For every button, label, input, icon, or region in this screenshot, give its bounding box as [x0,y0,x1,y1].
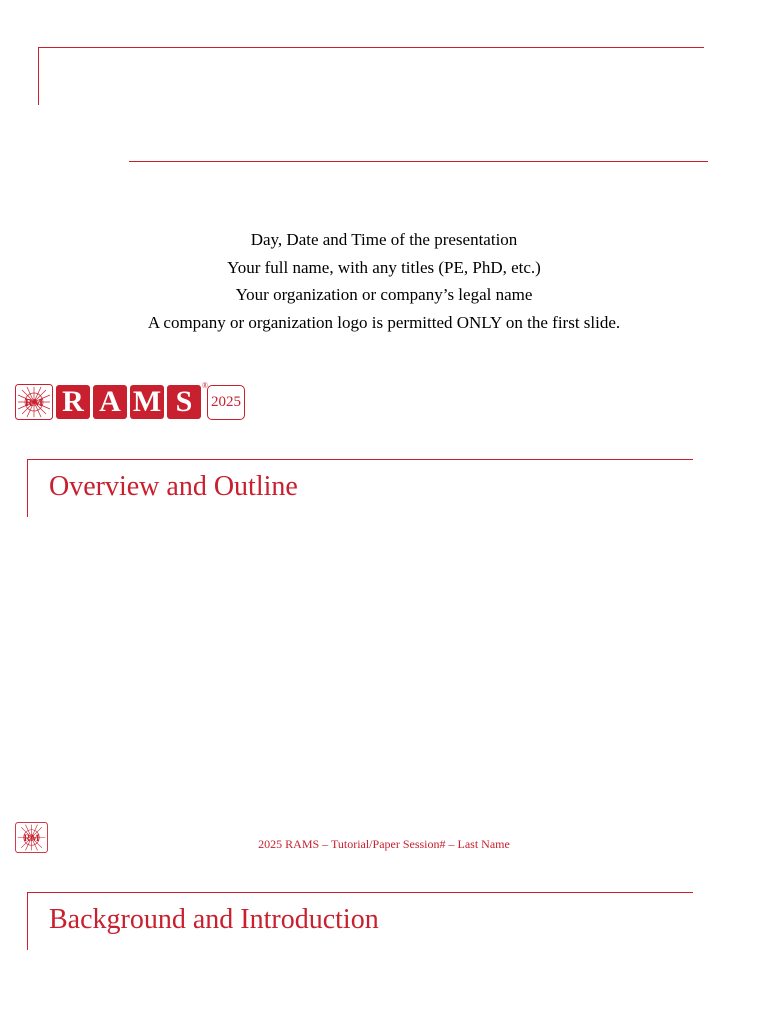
logo-letter-m: M [130,385,164,419]
footer-emblem-text: RM [23,833,40,844]
info-line-organization: Your organization or company’s legal name [235,285,533,304]
logo-letter-r: R [56,385,90,419]
info-line-name: Your full name, with any titles (PE, PhD, etc.) [227,257,541,277]
logo-year: 2025 [207,385,245,420]
title-frame-left-line [38,47,39,105]
slide3-title: Background and Introduction [49,904,379,935]
info-line-logo-note: A company or organization logo is permitted ONLY on the first slide. [147,312,621,332]
title-divider-line [129,161,708,162]
presentation-info [0,226,768,336]
slide2-top-line [27,459,693,460]
registered-mark: ® [201,381,208,390]
rams-emblem-icon [15,384,53,420]
title-frame-top-line [38,47,704,48]
slide2-footer: 2025 RAMS – Tutorial/Paper Session# – Last Name [258,837,510,851]
logo-letter-a: A [93,385,127,419]
slide3-left-line [27,892,28,950]
logo-letter-s-tile [167,381,208,419]
logo-letter-s: S [175,385,193,418]
slide2-title: Overview and Outline [49,471,298,502]
slide3-top-line [27,892,693,893]
rams-logo [15,381,245,420]
info-line-date: Day, Date and Time of the presentation [250,230,518,249]
slide2-left-line [27,459,28,517]
emblem-text: RM [24,397,44,409]
